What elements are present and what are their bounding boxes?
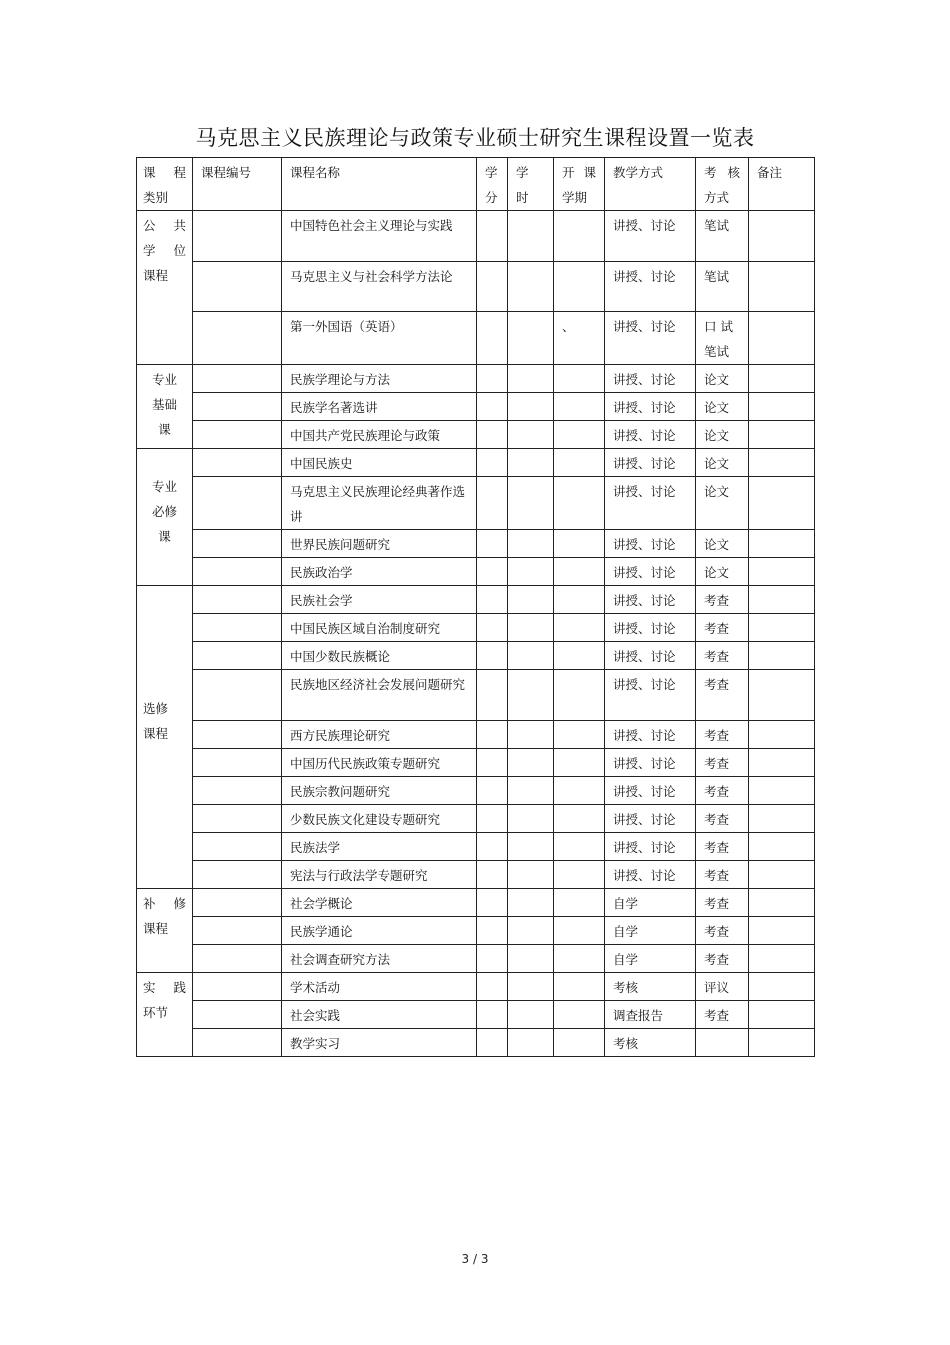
course-name-cell: 民族学名著选讲 <box>282 393 477 421</box>
table-row <box>137 1001 815 1029</box>
remarks-cell <box>749 586 815 614</box>
assessment-cell: 论文 <box>696 421 749 449</box>
header-assessment: 考 核 方式 <box>696 158 749 211</box>
hours-cell <box>508 777 554 805</box>
header-code: 课程编号 <box>193 158 282 211</box>
table-row <box>137 721 815 749</box>
hours-cell <box>508 749 554 777</box>
assessment-cell: 论文 <box>696 477 749 530</box>
credit-cell <box>477 777 508 805</box>
teaching-method-cell: 讲授、讨论 <box>605 642 696 670</box>
remarks-cell <box>749 262 815 312</box>
table-row <box>137 670 815 721</box>
credit-cell <box>477 861 508 889</box>
course-code-cell <box>193 777 282 805</box>
hours-cell <box>508 889 554 917</box>
table-row <box>137 530 815 558</box>
course-code-cell <box>193 614 282 642</box>
course-name-cell: 民族社会学 <box>282 586 477 614</box>
teaching-method-cell: 调查报告 <box>605 1001 696 1029</box>
credit-cell <box>477 211 508 262</box>
course-name-cell: 世界民族问题研究 <box>282 530 477 558</box>
course-code-cell <box>193 721 282 749</box>
credit-cell <box>477 477 508 530</box>
course-name-cell: 中国少数民族概论 <box>282 642 477 670</box>
page-number: 3 / 3 <box>461 1252 489 1266</box>
course-code-cell <box>193 749 282 777</box>
hours-cell <box>508 945 554 973</box>
remarks-cell <box>749 558 815 586</box>
hours-cell <box>508 262 554 312</box>
credit-cell <box>477 262 508 312</box>
assessment-cell: 口 试 笔试 <box>696 312 749 365</box>
teaching-method-cell: 考核 <box>605 973 696 1001</box>
page-title: 马克思主义民族理论与政策专业硕士研究生课程设置一览表 <box>195 126 755 150</box>
semester-cell <box>554 614 605 642</box>
course-code-cell <box>193 1001 282 1029</box>
course-name-cell: 中国民族史 <box>282 449 477 477</box>
teaching-method-cell: 讲授、讨论 <box>605 211 696 262</box>
hours-cell <box>508 1001 554 1029</box>
semester-cell <box>554 721 605 749</box>
hours-cell <box>508 449 554 477</box>
assessment-cell: 考查 <box>696 749 749 777</box>
credit-cell <box>477 530 508 558</box>
course-code-cell <box>193 449 282 477</box>
course-name-cell: 民族学理论与方法 <box>282 365 477 393</box>
credit-cell <box>477 917 508 945</box>
assessment-cell: 考查 <box>696 642 749 670</box>
teaching-method-cell: 自学 <box>605 917 696 945</box>
hours-cell <box>508 530 554 558</box>
hours-cell <box>508 642 554 670</box>
hours-cell <box>508 973 554 1001</box>
credit-cell <box>477 365 508 393</box>
semester-cell <box>554 421 605 449</box>
category-label: 践 <box>173 980 186 995</box>
category-cell <box>137 211 193 365</box>
remarks-cell <box>749 670 815 721</box>
course-name-cell: 社会实践 <box>282 1001 477 1029</box>
hours-cell <box>508 312 554 365</box>
table-row <box>137 558 815 586</box>
hours-cell <box>508 211 554 262</box>
assessment-cell: 考查 <box>696 945 749 973</box>
header-remarks: 备注 <box>749 158 815 211</box>
table-row <box>137 889 815 917</box>
assessment-cell: 笔试 <box>696 211 749 262</box>
hours-cell <box>508 670 554 721</box>
remarks-cell <box>749 749 815 777</box>
course-name-cell: 学术活动 <box>282 973 477 1001</box>
table-row <box>137 262 815 312</box>
semester-cell <box>554 642 605 670</box>
semester-cell <box>554 449 605 477</box>
header-hours: 学 时 <box>508 158 554 211</box>
hours-cell <box>508 721 554 749</box>
category-label: 修 <box>173 896 186 911</box>
hours-cell <box>508 861 554 889</box>
course-code-cell <box>193 833 282 861</box>
assessment-cell: 考查 <box>696 889 749 917</box>
remarks-cell <box>749 805 815 833</box>
assessment-cell: 论文 <box>696 393 749 421</box>
category-label: 课 <box>158 422 171 437</box>
assessment-cell <box>696 1029 749 1057</box>
category-label: 课程 <box>143 726 169 741</box>
hours-cell <box>508 586 554 614</box>
credit-cell <box>477 558 508 586</box>
table-row <box>137 421 815 449</box>
category-cell <box>137 365 193 449</box>
semester-cell <box>554 1029 605 1057</box>
table-row <box>137 449 815 477</box>
teaching-method-cell: 讲授、讨论 <box>605 861 696 889</box>
course-code-cell <box>193 917 282 945</box>
remarks-cell <box>749 211 815 262</box>
teaching-method-cell: 讲授、讨论 <box>605 586 696 614</box>
course-name-cell: 中国特色社会主义理论与实践 <box>282 211 477 262</box>
semester-cell <box>554 670 605 721</box>
table-row <box>137 917 815 945</box>
category-label: 共 <box>173 218 186 233</box>
hours-cell <box>508 477 554 530</box>
course-code-cell <box>193 889 282 917</box>
assessment-cell: 考查 <box>696 861 749 889</box>
course-name-cell: 教学实习 <box>282 1029 477 1057</box>
table-row <box>137 477 815 530</box>
credit-cell <box>477 973 508 1001</box>
teaching-method-cell: 讲授、讨论 <box>605 614 696 642</box>
table-row <box>137 861 815 889</box>
remarks-cell <box>749 1001 815 1029</box>
course-code-cell <box>193 312 282 365</box>
remarks-cell <box>749 614 815 642</box>
course-code-cell <box>193 670 282 721</box>
hours-cell <box>508 393 554 421</box>
teaching-method-cell: 讲授、讨论 <box>605 777 696 805</box>
course-code-cell <box>193 642 282 670</box>
course-name-cell: 社会学概论 <box>282 889 477 917</box>
credit-cell <box>477 1001 508 1029</box>
semester-cell <box>554 749 605 777</box>
hours-cell <box>508 1029 554 1057</box>
course-name-cell: 中国历代民族政策专题研究 <box>282 749 477 777</box>
category-label: 必修 <box>151 504 177 519</box>
table-row <box>137 833 815 861</box>
course-code-cell <box>193 1029 282 1057</box>
semester-cell <box>554 262 605 312</box>
hours-cell <box>508 917 554 945</box>
remarks-cell <box>749 1029 815 1057</box>
assessment-cell: 笔试 <box>696 262 749 312</box>
hours-cell <box>508 421 554 449</box>
course-code-cell <box>193 558 282 586</box>
credit-cell <box>477 749 508 777</box>
course-name-cell: 民族宗教问题研究 <box>282 777 477 805</box>
category-label: 专业 <box>151 372 177 387</box>
semester-cell: 、 <box>554 312 605 365</box>
category-cell <box>137 586 193 889</box>
course-code-cell <box>193 973 282 1001</box>
table-row <box>137 642 815 670</box>
semester-cell <box>554 945 605 973</box>
category-label: 专业 <box>151 479 177 494</box>
course-name-cell: 第一外国语（英语） <box>282 312 477 365</box>
course-table <box>136 157 815 1057</box>
table-row <box>137 365 815 393</box>
credit-cell <box>477 1029 508 1057</box>
course-name-cell: 民族学通论 <box>282 917 477 945</box>
hours-cell <box>508 365 554 393</box>
course-code-cell <box>193 421 282 449</box>
teaching-method-cell: 讲授、讨论 <box>605 262 696 312</box>
remarks-cell <box>749 477 815 530</box>
teaching-method-cell: 自学 <box>605 945 696 973</box>
table-row <box>137 805 815 833</box>
credit-cell <box>477 670 508 721</box>
hours-cell <box>508 558 554 586</box>
remarks-cell <box>749 777 815 805</box>
category-cell <box>137 889 193 973</box>
course-name-cell: 中国共产党民族理论与政策 <box>282 421 477 449</box>
remarks-cell <box>749 365 815 393</box>
remarks-cell <box>749 642 815 670</box>
teaching-method-cell: 讲授、讨论 <box>605 477 696 530</box>
course-code-cell <box>193 530 282 558</box>
teaching-method-cell: 讲授、讨论 <box>605 805 696 833</box>
remarks-cell <box>749 312 815 365</box>
table-row <box>137 973 815 1001</box>
table-row <box>137 312 815 365</box>
teaching-method-cell: 讲授、讨论 <box>605 312 696 365</box>
course-name-cell: 宪法与行政法学专题研究 <box>282 861 477 889</box>
teaching-method-cell: 讲授、讨论 <box>605 721 696 749</box>
table-row <box>137 211 815 262</box>
teaching-method-cell: 讲授、讨论 <box>605 749 696 777</box>
teaching-method-cell: 讲授、讨论 <box>605 670 696 721</box>
assessment-cell: 考查 <box>696 1001 749 1029</box>
table-row <box>137 777 815 805</box>
hours-cell <box>508 805 554 833</box>
course-code-cell <box>193 586 282 614</box>
assessment-cell: 考查 <box>696 721 749 749</box>
table-row <box>137 393 815 421</box>
header-category: 课 程 类别 <box>137 158 193 211</box>
course-name-cell: 民族地区经济社会发展问题研究 <box>282 670 477 721</box>
category-cell <box>137 449 193 586</box>
table-row <box>137 945 815 973</box>
assessment-cell: 考查 <box>696 805 749 833</box>
semester-cell <box>554 365 605 393</box>
category-label: 补 <box>143 896 156 911</box>
category-label: 课程 <box>143 921 169 936</box>
remarks-cell <box>749 530 815 558</box>
category-label: 公 <box>143 218 156 233</box>
category-label: 基础 <box>151 397 177 412</box>
course-code-cell <box>193 211 282 262</box>
credit-cell <box>477 721 508 749</box>
remarks-cell <box>749 945 815 973</box>
semester-cell <box>554 805 605 833</box>
header-credit: 学 分 <box>477 158 508 211</box>
credit-cell <box>477 945 508 973</box>
assessment-cell: 论文 <box>696 365 749 393</box>
assessment-cell: 考查 <box>696 917 749 945</box>
teaching-method-cell: 讲授、讨论 <box>605 558 696 586</box>
course-name-cell: 民族法学 <box>282 833 477 861</box>
table-row <box>137 586 815 614</box>
remarks-cell <box>749 421 815 449</box>
teaching-method-cell: 考核 <box>605 1029 696 1057</box>
assessment-cell: 考查 <box>696 586 749 614</box>
category-label: 实 <box>143 980 156 995</box>
credit-cell <box>477 312 508 365</box>
assessment-cell: 考查 <box>696 614 749 642</box>
credit-cell <box>477 586 508 614</box>
semester-cell <box>554 1001 605 1029</box>
course-name-cell: 西方民族理论研究 <box>282 721 477 749</box>
remarks-cell <box>749 889 815 917</box>
hours-cell <box>508 614 554 642</box>
course-code-cell <box>193 805 282 833</box>
remarks-cell <box>749 449 815 477</box>
category-label: 学 <box>143 243 156 258</box>
semester-cell <box>554 861 605 889</box>
course-name-cell: 中国民族区域自治制度研究 <box>282 614 477 642</box>
course-name-cell: 民族政治学 <box>282 558 477 586</box>
course-code-cell <box>193 262 282 312</box>
category-cell <box>137 973 193 1057</box>
header-semester: 开 课 学期 <box>554 158 605 211</box>
remarks-cell <box>749 721 815 749</box>
semester-cell <box>554 477 605 530</box>
semester-cell <box>554 777 605 805</box>
course-name-cell: 社会调查研究方法 <box>282 945 477 973</box>
teaching-method-cell: 讲授、讨论 <box>605 833 696 861</box>
category-label: 位 <box>173 243 186 258</box>
table-row <box>137 749 815 777</box>
semester-cell <box>554 558 605 586</box>
semester-cell <box>554 586 605 614</box>
semester-cell <box>554 917 605 945</box>
assessment-cell: 考查 <box>696 833 749 861</box>
assessment-cell: 论文 <box>696 449 749 477</box>
teaching-method-cell: 自学 <box>605 889 696 917</box>
course-name-cell: 马克思主义与社会科学方法论 <box>282 262 477 312</box>
assessment-cell: 论文 <box>696 530 749 558</box>
category-label: 选修 <box>143 701 169 716</box>
assessment-cell: 论文 <box>696 558 749 586</box>
credit-cell <box>477 642 508 670</box>
semester-cell <box>554 530 605 558</box>
teaching-method-cell: 讲授、讨论 <box>605 365 696 393</box>
teaching-method-cell: 讲授、讨论 <box>605 393 696 421</box>
teaching-method-cell: 讲授、讨论 <box>605 421 696 449</box>
assessment-cell: 评议 <box>696 973 749 1001</box>
hours-cell <box>508 833 554 861</box>
credit-cell <box>477 393 508 421</box>
remarks-cell <box>749 833 815 861</box>
teaching-method-cell: 讲授、讨论 <box>605 449 696 477</box>
course-code-cell <box>193 945 282 973</box>
credit-cell <box>477 805 508 833</box>
table-row <box>137 1029 815 1057</box>
course-code-cell <box>193 861 282 889</box>
semester-cell <box>554 393 605 421</box>
course-name-cell: 马克思主义民族理论经典著作选讲 <box>282 477 477 530</box>
semester-cell <box>554 833 605 861</box>
credit-cell <box>477 889 508 917</box>
table-row <box>137 614 815 642</box>
course-name-cell: 少数民族文化建设专题研究 <box>282 805 477 833</box>
course-code-cell <box>193 477 282 530</box>
semester-cell <box>554 973 605 1001</box>
remarks-cell <box>749 861 815 889</box>
credit-cell <box>477 421 508 449</box>
category-label: 课程 <box>143 268 169 283</box>
course-code-cell <box>193 365 282 393</box>
credit-cell <box>477 449 508 477</box>
remarks-cell <box>749 917 815 945</box>
category-label: 环节 <box>143 1005 169 1020</box>
teaching-method-cell: 讲授、讨论 <box>605 530 696 558</box>
remarks-cell <box>749 393 815 421</box>
credit-cell <box>477 833 508 861</box>
semester-cell <box>554 889 605 917</box>
course-code-cell <box>193 393 282 421</box>
header-name: 课程名称 <box>282 158 477 211</box>
table-header-row <box>137 158 815 211</box>
header-teaching: 教学方式 <box>605 158 696 211</box>
credit-cell <box>477 614 508 642</box>
assessment-cell: 考查 <box>696 670 749 721</box>
remarks-cell <box>749 973 815 1001</box>
category-label: 课 <box>158 529 171 544</box>
semester-cell <box>554 211 605 262</box>
assessment-cell: 考查 <box>696 777 749 805</box>
